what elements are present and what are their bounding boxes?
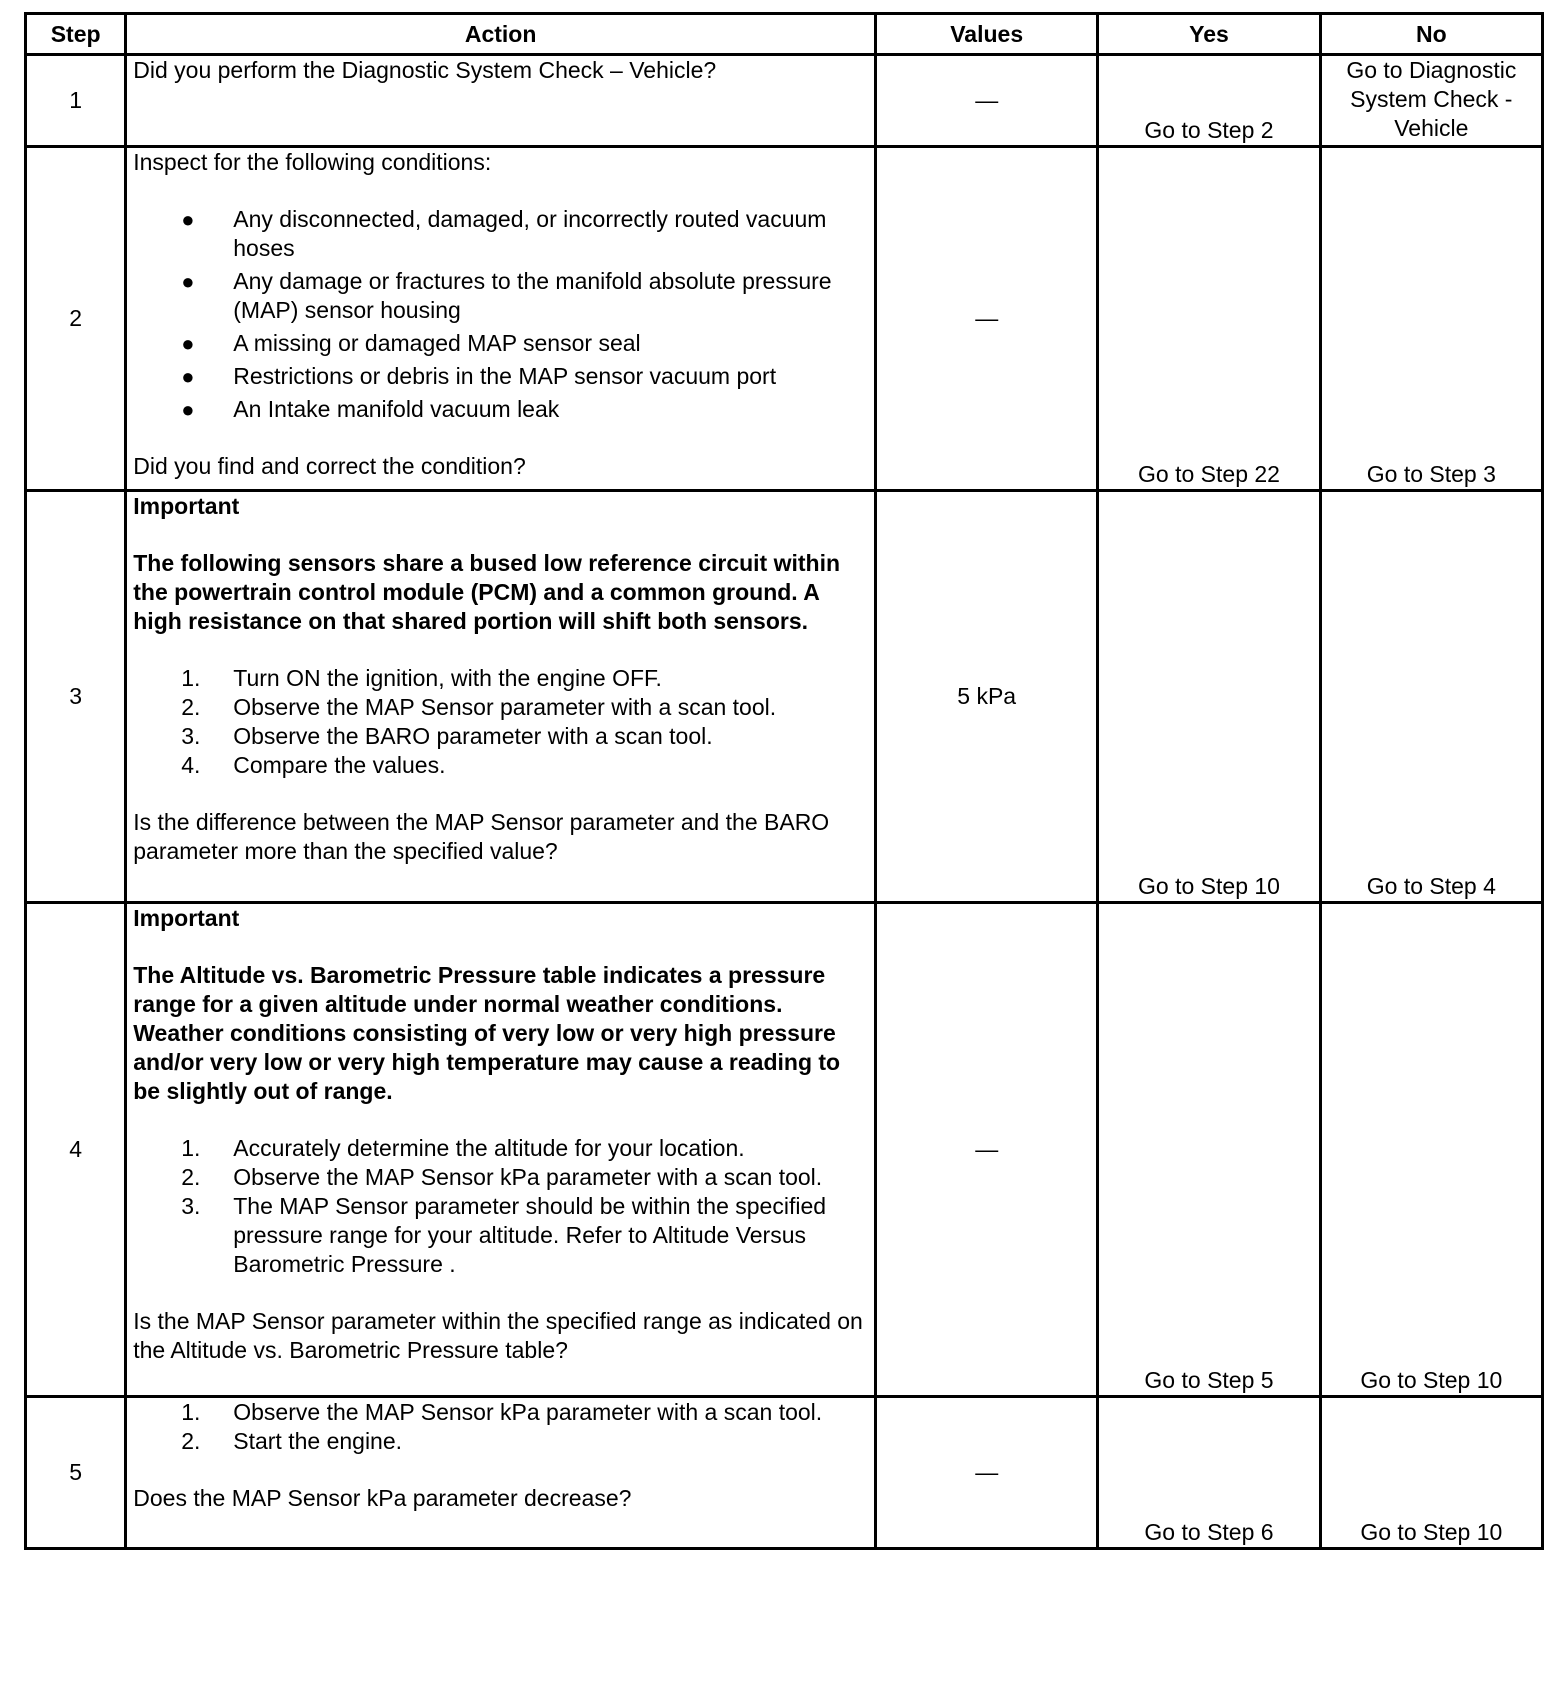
list-item-text: Restrictions or debris in the MAP sensor vacuum port	[233, 363, 777, 389]
action-cell	[126, 147, 876, 491]
list-number: 2.	[181, 1164, 201, 1190]
table-row	[26, 1397, 1543, 1549]
no-cell: Go to Step 3	[1320, 147, 1542, 491]
list-item-text: Compare the values.	[233, 752, 446, 778]
step-number: 1	[26, 55, 126, 147]
no-cell: Go to Step 10	[1320, 1397, 1542, 1549]
list-number: 1.	[181, 665, 201, 691]
list-item-text: The MAP Sensor parameter should be within the specified pressure range for your altitude. Refer to Altitude Versus Barometric Pressure .	[233, 1193, 827, 1277]
action-question: Is the difference between the MAP Sensor parameter and the BARO parameter more than the specified value?	[133, 809, 830, 864]
important-note: The following sensors share a bused low reference circuit within the powertrain control module (PCM) and a common ground. A high resistance on that shared portion will shift both sensors.	[133, 550, 841, 634]
header-action: Action	[126, 14, 876, 55]
table-row	[26, 147, 1543, 491]
yes-cell: Go to Step 5	[1098, 903, 1320, 1397]
list-item	[133, 267, 868, 325]
list-item-text: Observe the MAP Sensor kPa parameter with a scan tool.	[233, 1164, 823, 1190]
list-item	[133, 395, 868, 424]
step-number: 4	[26, 903, 126, 1397]
yes-cell: Go to Step 2	[1098, 55, 1320, 147]
list-item-text: Start the engine.	[233, 1428, 403, 1454]
list-number: 2.	[181, 694, 201, 720]
list-item	[133, 664, 868, 693]
value-cell: 5 kPa	[876, 491, 1098, 903]
no-cell: Go to Diagnostic System Check - Vehicle	[1320, 55, 1542, 147]
action-question: Does the MAP Sensor kPa parameter decrease?	[133, 1485, 632, 1511]
yes-cell: Go to Step 22	[1098, 147, 1320, 491]
diagnostic-table	[24, 12, 1544, 1550]
step-number: 5	[26, 1397, 126, 1549]
header-no: No	[1320, 14, 1542, 55]
action-question: Did you find and correct the condition?	[133, 453, 526, 479]
yes-cell: Go to Step 6	[1098, 1397, 1320, 1549]
bullet-marker: ●	[181, 364, 195, 389]
step-number: 2	[26, 147, 126, 491]
header-values: Values	[876, 14, 1098, 55]
action-cell	[126, 903, 876, 1397]
important-heading: Important	[133, 493, 240, 519]
table-row	[26, 491, 1543, 903]
list-item	[133, 722, 868, 751]
action-question: Is the MAP Sensor parameter within the specified range as indicated on the Altitude vs. Barometric Pressure table?	[133, 1308, 863, 1363]
bullet-marker: ●	[181, 331, 195, 356]
action-cell	[126, 1397, 876, 1549]
action-intro: Inspect for the following conditions:	[133, 149, 492, 175]
list-number: 3.	[181, 723, 201, 749]
list-item	[133, 329, 868, 358]
list-item	[133, 751, 868, 780]
procedure-list	[133, 1398, 868, 1456]
list-item-text: Accurately determine the altitude for your location.	[233, 1135, 745, 1161]
list-item	[133, 1427, 868, 1456]
yes-cell: Go to Step 10	[1098, 491, 1320, 903]
important-note: The Altitude vs. Barometric Pressure table indicates a pressure range for a given altitude under normal weather conditions. Weather conditions consisting of very low or very high pressure and/or very low or very high temperature may cause a reading to be slightly out of range.	[133, 962, 841, 1104]
table-row	[26, 55, 1543, 147]
list-number: 1.	[181, 1399, 201, 1425]
bullet-marker: ●	[181, 207, 195, 232]
bullet-marker: ●	[181, 397, 195, 422]
list-item	[133, 205, 868, 263]
value-cell: —	[876, 1397, 1098, 1549]
header-step: Step	[26, 14, 126, 55]
table-row	[26, 903, 1543, 1397]
list-item-text: Turn ON the ignition, with the engine OFF.	[233, 665, 662, 691]
no-cell: Go to Step 10	[1320, 903, 1542, 1397]
list-number: 4.	[181, 752, 201, 778]
list-number: 1.	[181, 1135, 201, 1161]
list-item-text: Observe the MAP Sensor parameter with a scan tool.	[233, 694, 777, 720]
value-cell: —	[876, 903, 1098, 1397]
no-cell: Go to Step 4	[1320, 491, 1542, 903]
list-item-text: An Intake manifold vacuum leak	[233, 396, 560, 422]
list-item-text: Observe the BARO parameter with a scan tool.	[233, 723, 713, 749]
list-number: 2.	[181, 1428, 201, 1454]
action-question: Did you perform the Diagnostic System Check – Vehicle?	[133, 57, 717, 83]
list-item-text: Any damage or fractures to the manifold absolute pressure (MAP) sensor housing	[233, 268, 832, 323]
header-yes: Yes	[1098, 14, 1320, 55]
list-item-text: Observe the MAP Sensor kPa parameter with a scan tool.	[233, 1399, 823, 1425]
action-cell	[126, 55, 876, 147]
list-item	[133, 1163, 868, 1192]
condition-list	[133, 205, 868, 424]
list-item	[133, 1192, 868, 1279]
list-item-text: Any disconnected, damaged, or incorrectly routed vacuum hoses	[233, 206, 827, 261]
value-cell: —	[876, 55, 1098, 147]
step-number: 3	[26, 491, 126, 903]
procedure-list	[133, 1134, 868, 1279]
list-item	[133, 1134, 868, 1163]
bullet-marker: ●	[181, 269, 195, 294]
important-heading: Important	[133, 905, 240, 931]
procedure-list	[133, 664, 868, 780]
list-item	[133, 693, 868, 722]
value-cell: —	[876, 147, 1098, 491]
header-row	[26, 14, 1543, 55]
list-item	[133, 1398, 868, 1427]
list-item	[133, 362, 868, 391]
action-cell	[126, 491, 876, 903]
list-item-text: A missing or damaged MAP sensor seal	[233, 330, 641, 356]
list-number: 3.	[181, 1193, 201, 1219]
